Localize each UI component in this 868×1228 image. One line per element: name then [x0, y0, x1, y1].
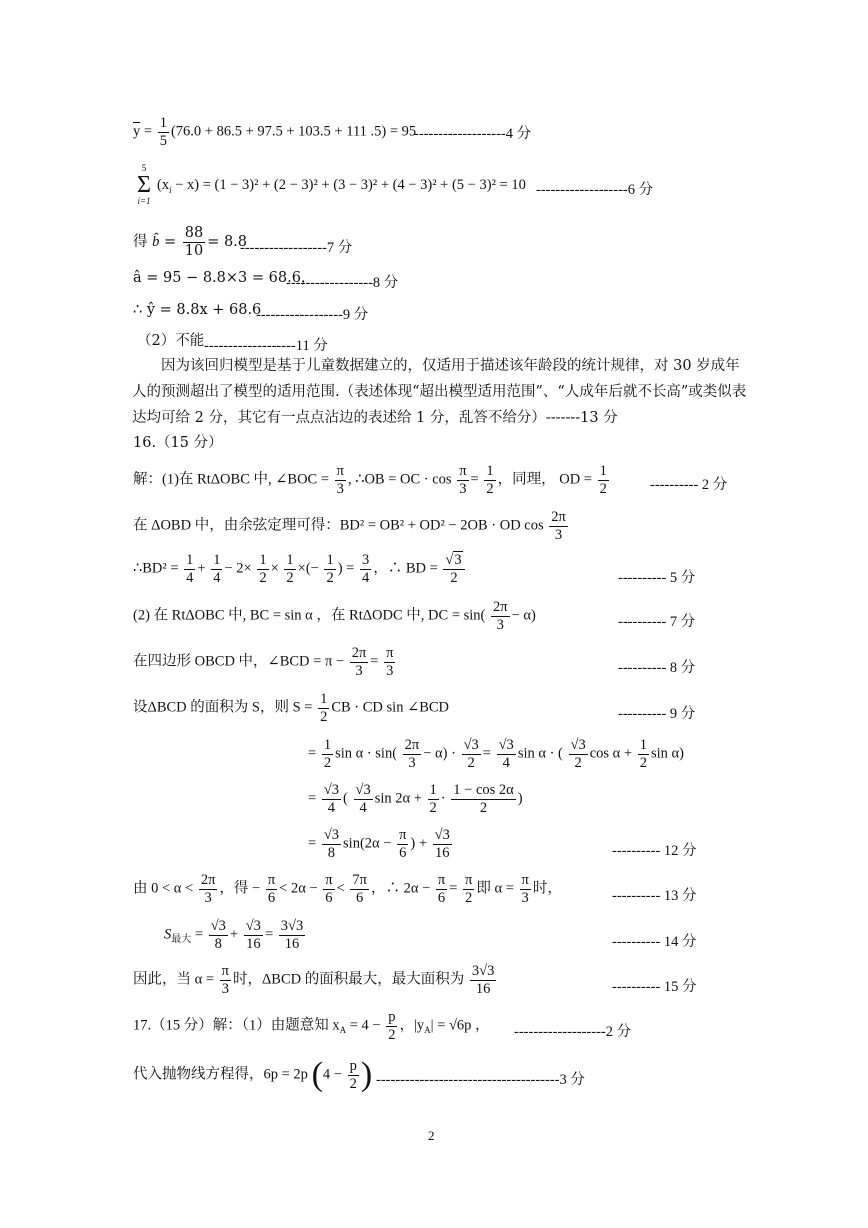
score-mark: ---------- 15 分	[612, 979, 697, 995]
score-mark: ---------- 2 分	[650, 477, 728, 493]
q16-line-1: 解：(1)在 RtΔOBC 中, ∠BOC = $\frac{\pi}{3}$ , ∴OB = OC · cos $\frac{\pi}{3}$ = $\frac{1}{2}$ ，同理， OD = $\frac{1}{2}$	[133, 463, 607, 497]
score-mark: ---------- 13 分	[612, 888, 697, 904]
page-number: 2	[428, 1128, 435, 1143]
score-mark: ---------- 9 分	[618, 706, 696, 722]
score-mark: ---------- 7 分	[618, 614, 696, 630]
regression-equation: ∴ ŷ = 8.8x + 68.6	[133, 302, 262, 318]
score-mark: -------------------2 分	[514, 1024, 632, 1040]
q16-line-11: $S_{最大}$ = $\frac{√3}{8}$ + $\frac{√3}{16}$ = $\frac{3√3}{16}$	[164, 918, 304, 952]
q16-line-7: = $\frac{1}{2}$ sin α · sin( $\frac{2\pi}{3}$ − α) · $\frac{√3}{2}$ = $\frac{√3}{4}$ sin α · ( $\frac{√3}{2}$ cos α + $\frac{1}{2}$ sin α)	[308, 737, 684, 771]
score-mark: ------------------9 分	[256, 307, 369, 323]
summation-symbol: 5 Σ i=1	[137, 163, 151, 206]
sum-equation: $(x_i - x) = (1 - 3)^2 + (2 - 3)^2 + (3 - 3)^2 + (4 - 3)^2 + (5 - 3)^2 = 10$	[157, 177, 526, 195]
score-mark: ---------- 14 分	[612, 934, 697, 950]
q16-line-8: = $\frac{√3}{4}$ ( $\frac{√3}{4}$ sin 2α + $\frac{1}{2}$ · $\frac{1 - \cos 2\alpha}{2}$ )	[308, 782, 523, 816]
q16-line-9: = $\frac{√3}{8}$ sin(2α − $\frac{\pi}{6}$ ) + $\frac{√3}{16}$	[308, 827, 450, 861]
q16-line-12: 因此，当 α = $\frac{\pi}{3}$ 时，ΔBCD 的面积最大，最大面积为 $\frac{3√3}{16}$	[133, 963, 495, 997]
q16-line-3: ∴BD² = $\frac{1}{4}$ + $\frac{1}{4}$ − 2× $\frac{1}{2}$ × $\frac{1}{2}$ ×(− $\frac{1}{2}$ ) = $\frac{3}{4}$ ，∴ BD = $\frac{√3}{2}$	[133, 553, 467, 585]
part2-explanation: 因为该回归模型是基于儿童数据建立的，仅适用于描述该年龄段的统计规律，对 30 岁成年人的预测超出了模型的适用范围.（表述体现“超出模型适用范围”、“人成年后就不长高”或类似表达均可给 2 分，其它有一点点沾边的表述给 1 分，乱答不给分）-------13 分	[132, 358, 747, 426]
ybar-equation: $\overline{y}$ = $\frac{1}{5}$ (76.0 + 86.5 + 97.5 + 103.5 + 111 .5) = 95	[133, 115, 417, 149]
score-mark: ------------------7 分	[240, 240, 353, 256]
ahat-equation: â = 95 − 8.8×3 = 68.6，	[133, 270, 316, 286]
score-mark: -------------------4 分	[414, 126, 532, 142]
q16-line-2: 在 ΔOBD 中，由余弦定理可得：BD² = OB² + OD² − 2OB · OD cos $\frac{2\pi}{3}$	[133, 509, 566, 543]
score-mark: ------------------8 分	[286, 275, 399, 291]
fraction: $\frac{1}{5}$	[159, 115, 167, 149]
score-mark: ---------- 5 分	[618, 570, 696, 586]
q17-line-1: 17.（15 分）解：（1）由题意知 $x_A = 4$ − $\frac{p}{2}$ ，$|y_A| = √6p$ ，	[133, 1009, 490, 1043]
score-mark: -------------------6 分	[536, 182, 654, 198]
bhat-equation: 得 b̂ = $\frac{88}{10}$ = 8.8	[133, 225, 248, 259]
q16-line-6: 设ΔBCD 的面积为 S，则 S = $\frac{1}{2}$ CB · CD sin ∠BCD	[133, 691, 450, 725]
part2-label: （2）不能	[137, 333, 205, 349]
score-mark: ---------- 12 分	[612, 843, 697, 859]
fraction: $\frac{88}{10}$	[184, 225, 204, 259]
score-mark: --------------------------------------3 分	[376, 1072, 585, 1088]
question-16-header: 16.（15 分）	[133, 435, 223, 451]
q17-line-2: 代入抛物线方程得，6p = 2p (4 − $\frac{p}{2}$ )	[133, 1056, 373, 1093]
score-mark: -------------------11 分	[204, 338, 328, 354]
score-mark: ---------- 8 分	[618, 660, 696, 676]
q16-line-10: 由 0 < α < $\frac{2\pi}{3}$ ，得 − $\frac{\pi}{6}$ < 2α − $\frac{\pi}{6}$ < $\frac{7\pi}{6}$ ，∴ 2α − $\frac{\pi}{6}$ = $\frac{\pi}{2}$ 即 α = $\frac{\pi}{3}$ 时，	[133, 872, 562, 906]
q16-line-5: 在四边形 OBCD 中，∠BCD = π − $\frac{2\pi}{3}$ = $\frac{\pi}{3}$	[133, 645, 394, 679]
q16-line-4: (2) 在 RtΔOBC 中, BC = sin α ，在 RtΔODC 中, DC = sin( $\frac{2\pi}{3}$ − α)	[133, 599, 536, 633]
